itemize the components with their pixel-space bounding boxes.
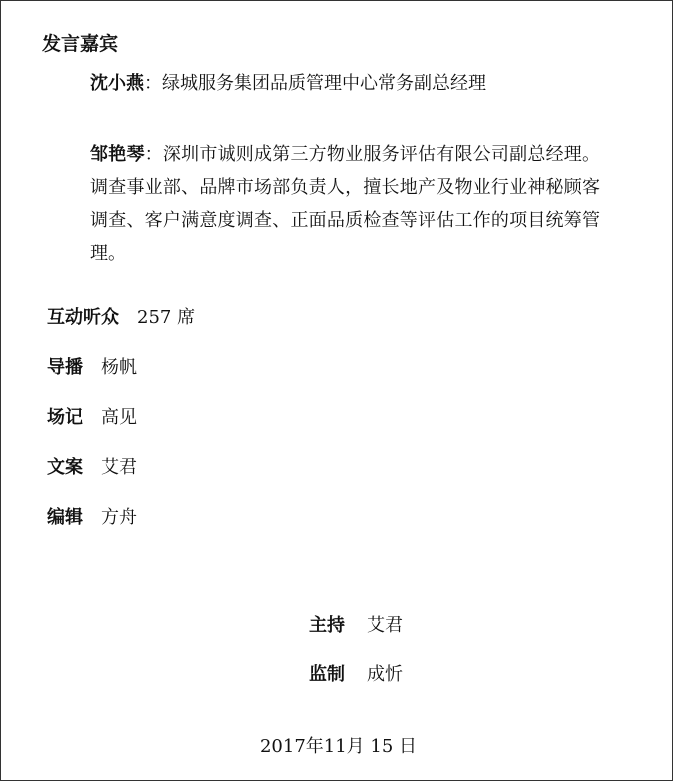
credit-value: 杨帆 — [101, 357, 137, 378]
credit-director — [47, 353, 137, 379]
credit-label: 导播 — [47, 357, 83, 378]
credit-label: 编辑 — [47, 507, 83, 528]
speaker-bio: 深圳市诚则成第三方物业服务评估有限公司副总经理。调查事业部、品牌市场部负责人，擅长地产及物业行业神秘顾客调查、客户满意度调查、正面品质检查等评估工作的项目统筹管理。 — [90, 144, 601, 264]
footer-host — [309, 611, 403, 637]
credit-label: 互动听众 — [47, 307, 119, 328]
credit-value: 高见 — [101, 407, 137, 428]
speaker-entry — [90, 138, 600, 270]
footer-label: 监制 — [309, 664, 345, 685]
footer-label: 主持 — [309, 615, 345, 636]
footer-value: 成忻 — [367, 664, 403, 685]
credit-copywriter — [47, 453, 137, 479]
credit-value: 257 席 — [137, 307, 196, 328]
speaker-name: 邹艳琴 — [90, 144, 145, 165]
speaker-entry — [90, 67, 600, 100]
speaker-bio: 绿城服务集团品质管理中心常务副总经理 — [162, 73, 486, 94]
credit-label: 场记 — [47, 407, 83, 428]
speaker-list — [90, 67, 600, 270]
speaker-name: 沈小燕 — [90, 73, 144, 94]
footer-producer — [309, 660, 403, 686]
credit-recorder — [47, 403, 137, 429]
section-title: 发言嘉宾 — [42, 33, 119, 55]
document-date: 2017年11月 15 日 — [259, 736, 418, 757]
credit-label: 文案 — [47, 457, 83, 478]
speaker-separator: ： — [144, 144, 163, 165]
credit-editor — [47, 503, 137, 529]
footer-value: 艾君 — [367, 615, 403, 636]
credit-value: 方舟 — [101, 507, 137, 528]
credit-audience — [47, 303, 195, 329]
credit-value: 艾君 — [101, 457, 137, 478]
speaker-separator: ： — [144, 73, 162, 94]
